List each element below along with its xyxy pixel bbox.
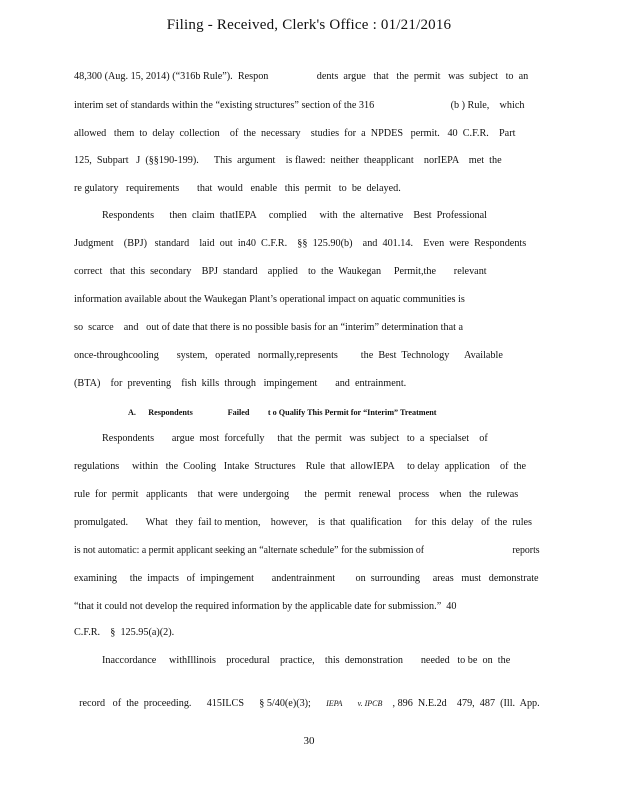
text-line: 125, Subpart J (§§190-199). This argument is flawed: neither theapplicant norIEPA met the [74, 155, 502, 166]
filing-header: Filing - Received, Clerk's Office : 01/21/2016 [166, 17, 452, 33]
text-line: Respondents argue most forcefully that the permit was subject to a specialset of [74, 433, 488, 444]
text-line: correct that this secondary BPJ standard applied to the Waukegan Permit,the relevant [74, 266, 487, 277]
text-line: (BTA) for preventing fish kills through impingement and entrainment. [74, 378, 407, 389]
text-line: Inaccordance withIllinois procedural practice, this demonstration needed to be on the [74, 655, 511, 666]
page-number: 30 [303, 735, 315, 747]
case-name-part-2: v. IPCB [357, 699, 383, 708]
text-line: is not automatic: a permit applicant seeking an “alternate schedule” for the submission of reports [74, 545, 540, 556]
text-line: Respondents then claim thatIEPA complied with the alternative Best Professional [74, 210, 488, 221]
text-line: once-throughcooling system, operated normally,represents the Best Technology Available [74, 350, 503, 361]
citation-prefix: record of the proceeding. 415ILCS § 5/40(e)(3); [79, 698, 311, 709]
text-line: Judgment (BPJ) standard laid out in40 C.F.R. §§ 125.90(b) and 401.14. Even were Respondents [74, 238, 527, 249]
text-line: “that it could not develop the required information by the applicable date for submission.” 40 [74, 601, 457, 612]
citation-suffix: , 896 N.E.2d 479, 487 (Ill. App. [392, 698, 540, 709]
text-line [74, 687, 540, 709]
text-line: so scarce and out of date that there is no possible basis for an “interim” determination that a [74, 322, 463, 333]
text-line: allowed them to delay collection of the necessary studies for a NPDES permit. 40 C.F.R. Part [74, 128, 516, 139]
text-line: regulations within the Cooling Intake Structures Rule that allowIEPA to delay application of the [74, 461, 527, 472]
text-line: interim set of standards within the “existing structures” section of the 316 (b ) Rule, which [74, 100, 525, 111]
text-line: 48,300 (Aug. 15, 2014) (“316b Rule”). Respon dents argue that the permit was subject to an [74, 71, 529, 82]
text-line: information available about the Waukegan Plant’s operational impact on aquatic communities is [74, 294, 465, 305]
text-line: examining the impacts of impingement andentrainment on surrounding areas must demonstrate [74, 573, 539, 584]
section-heading: A. Respondents Failed t o Qualify This Permit for “Interim” Treatment [128, 408, 437, 417]
text-line: promulgated. What they fail to mention, however, is that qualification for this delay of the rules [74, 517, 533, 528]
case-name-part-1: IEPA [326, 699, 343, 708]
text-line: rule for permit applicants that were undergoing the permit renewal process when the rulewas [74, 489, 519, 500]
text-line: C.F.R. § 125.95(a)(2). [74, 627, 175, 638]
text-line: re gulatory requirements that would enable this permit to be delayed. [74, 183, 401, 194]
